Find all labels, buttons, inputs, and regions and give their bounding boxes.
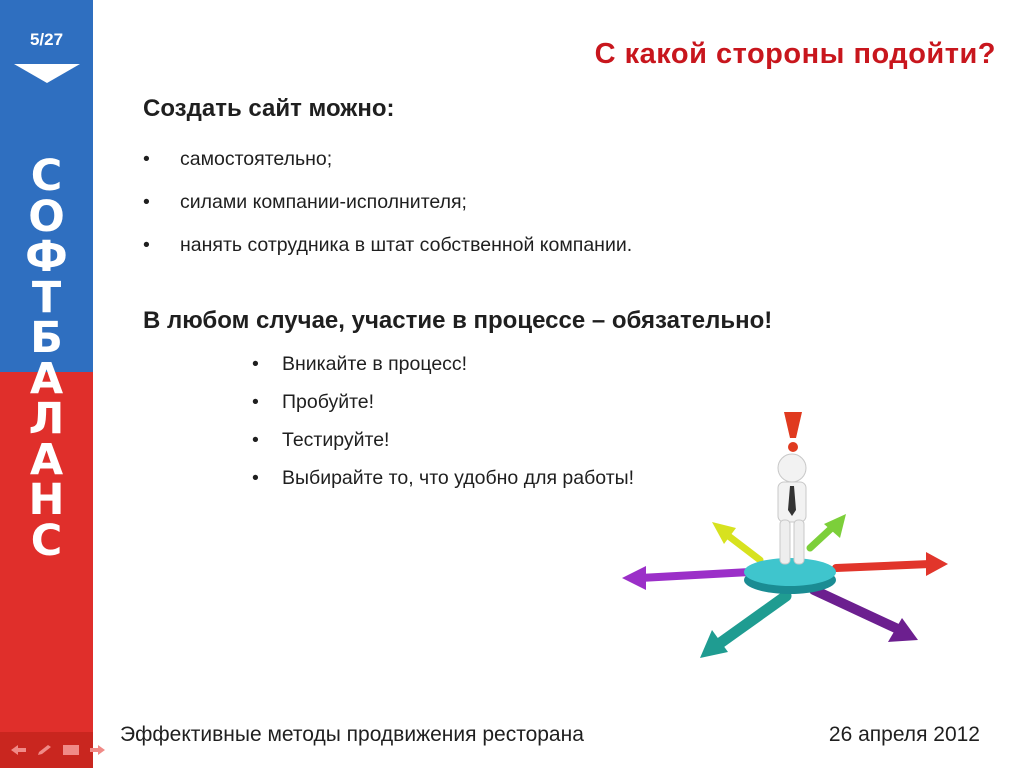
list-item: • самостоятельно;: [143, 142, 632, 185]
brand-letter: А: [29, 434, 64, 485]
footer-date: 26 апреля 2012: [828, 723, 980, 746]
brand-letter: Ф: [25, 232, 68, 282]
page-number: 5/27: [29, 30, 64, 49]
menu-icon[interactable]: [62, 743, 80, 755]
slide-title: С какой стороны подойти?: [594, 38, 996, 70]
forward-icon[interactable]: [88, 743, 106, 755]
list-item: • Тестируйте!: [252, 423, 634, 461]
list-item: • нанять сотрудника в штат собственной компании.: [143, 228, 632, 271]
section-heading: В любом случае, участие в процессе – обязательно!: [143, 307, 773, 334]
exclamation-icon: [784, 412, 802, 452]
brand-letter: С: [30, 515, 63, 566]
list-item: • Выбирайте то, что удобно для работы!: [252, 461, 634, 499]
brand-logo: [0, 151, 93, 566]
list-item: • Пробуйте!: [252, 385, 634, 423]
slide-nav: [10, 743, 106, 755]
crossroads-illustration: [600, 400, 1010, 700]
down-arrow-icon: [14, 62, 80, 84]
bullet-list: [143, 142, 632, 271]
bullet-list: [252, 347, 634, 499]
brand-letter: Т: [31, 272, 62, 323]
brand-letter: О: [28, 191, 65, 242]
brand-letter: С: [30, 151, 63, 201]
brand-letter: Л: [28, 394, 65, 444]
person-figure: [778, 454, 806, 564]
back-icon[interactable]: [10, 743, 28, 755]
list-item: • Вникайте в процесс!: [252, 347, 634, 385]
list-item: • силами компании-исполнителя;: [143, 185, 632, 228]
pen-icon[interactable]: [36, 743, 54, 755]
brand-letter: А: [29, 353, 64, 404]
section-heading: Создать сайт можно:: [143, 95, 395, 122]
sidebar: [0, 0, 93, 768]
footer-event-title: Эффективные методы продвижения ресторана: [120, 723, 584, 746]
brand-letter: Н: [28, 475, 65, 525]
brand-letter: Б: [30, 313, 63, 363]
